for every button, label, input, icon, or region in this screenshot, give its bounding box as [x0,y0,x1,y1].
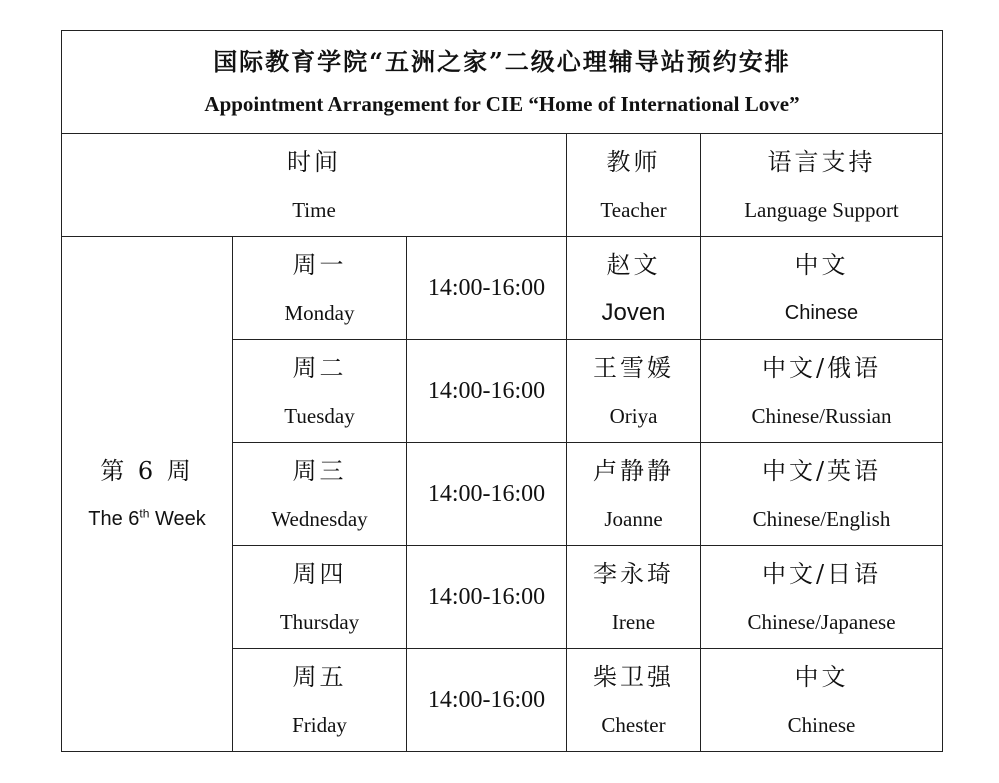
language-en: Chinese [784,302,859,324]
week-zh: 第 6 周 [100,457,194,485]
language-cell [701,546,943,649]
teacher-zh: 赵文 [606,251,661,279]
language-zh: 中文/俄语 [761,354,882,382]
day-en: Friday [292,713,347,737]
day-zh: 周三 [292,457,347,485]
title-row [62,31,943,134]
header-language-zh: 语言支持 [767,148,876,176]
title-chinese: 国际教育学院“五洲之家”二级心理辅导站预约安排 [213,47,791,76]
title-cell [62,31,943,134]
teacher-cell [567,443,701,546]
header-teacher-en: Teacher [600,198,667,222]
language-en: Chinese/Japanese [747,610,896,634]
time-value: 14:00-16:00 [427,686,546,713]
language-zh: 中文/日语 [761,560,882,588]
teacher-zh: 卢静静 [593,457,674,485]
language-zh: 中文/英语 [761,457,882,485]
time-value: 14:00-16:00 [427,377,546,404]
teacher-cell [567,237,701,340]
teacher-en: Joanne [604,507,663,531]
day-en: Thursday [279,610,360,634]
teacher-en: Oriya [609,404,658,428]
day-cell [233,340,407,443]
time-value: 14:00-16:00 [427,583,546,610]
language-en: Chinese/English [752,507,891,531]
teacher-cell [567,340,701,443]
time-value: 14:00-16:00 [427,274,546,301]
header-language-cell [701,134,943,237]
day-en: Tuesday [284,404,355,428]
teacher-cell [567,546,701,649]
week-en: The 6th Week [88,506,206,530]
teacher-zh: 柴卫强 [593,663,674,691]
language-zh: 中文 [794,251,849,279]
time-cell [407,340,567,443]
day-zh: 周一 [292,251,347,279]
week-cell [62,237,233,752]
header-time-zh: 时间 [287,148,341,176]
language-en: Chinese [787,713,856,737]
day-cell [233,443,407,546]
day-en: Monday [284,301,355,325]
time-cell [407,443,567,546]
title-english: Appointment Arrangement for CIE “Home of International Love” [204,92,800,116]
table-row [62,237,943,340]
language-cell [701,237,943,340]
day-zh: 周五 [292,663,347,691]
time-cell [407,546,567,649]
day-cell [233,237,407,340]
header-time-en: Time [292,198,336,222]
header-time-cell [62,134,567,237]
header-teacher-zh: 教师 [606,148,661,176]
teacher-en: Joven [601,299,666,326]
time-value: 14:00-16:00 [427,480,546,507]
language-en: Chinese/Russian [751,404,892,428]
time-cell [407,237,567,340]
language-zh: 中文 [794,663,849,691]
teacher-zh: 李永琦 [593,560,674,588]
teacher-en: Chester [601,713,666,737]
language-cell [701,443,943,546]
day-zh: 周二 [292,354,347,382]
appointment-schedule-table [61,30,943,752]
header-language-en: Language Support [744,198,899,222]
language-cell [701,649,943,752]
teacher-cell [567,649,701,752]
teacher-en: Irene [611,610,656,634]
day-zh: 周四 [292,560,347,588]
header-row [62,134,943,237]
language-cell [701,340,943,443]
day-en: Wednesday [271,507,368,531]
teacher-zh: 王雪媛 [593,354,674,382]
header-teacher-cell [567,134,701,237]
day-cell [233,649,407,752]
day-cell [233,546,407,649]
time-cell [407,649,567,752]
